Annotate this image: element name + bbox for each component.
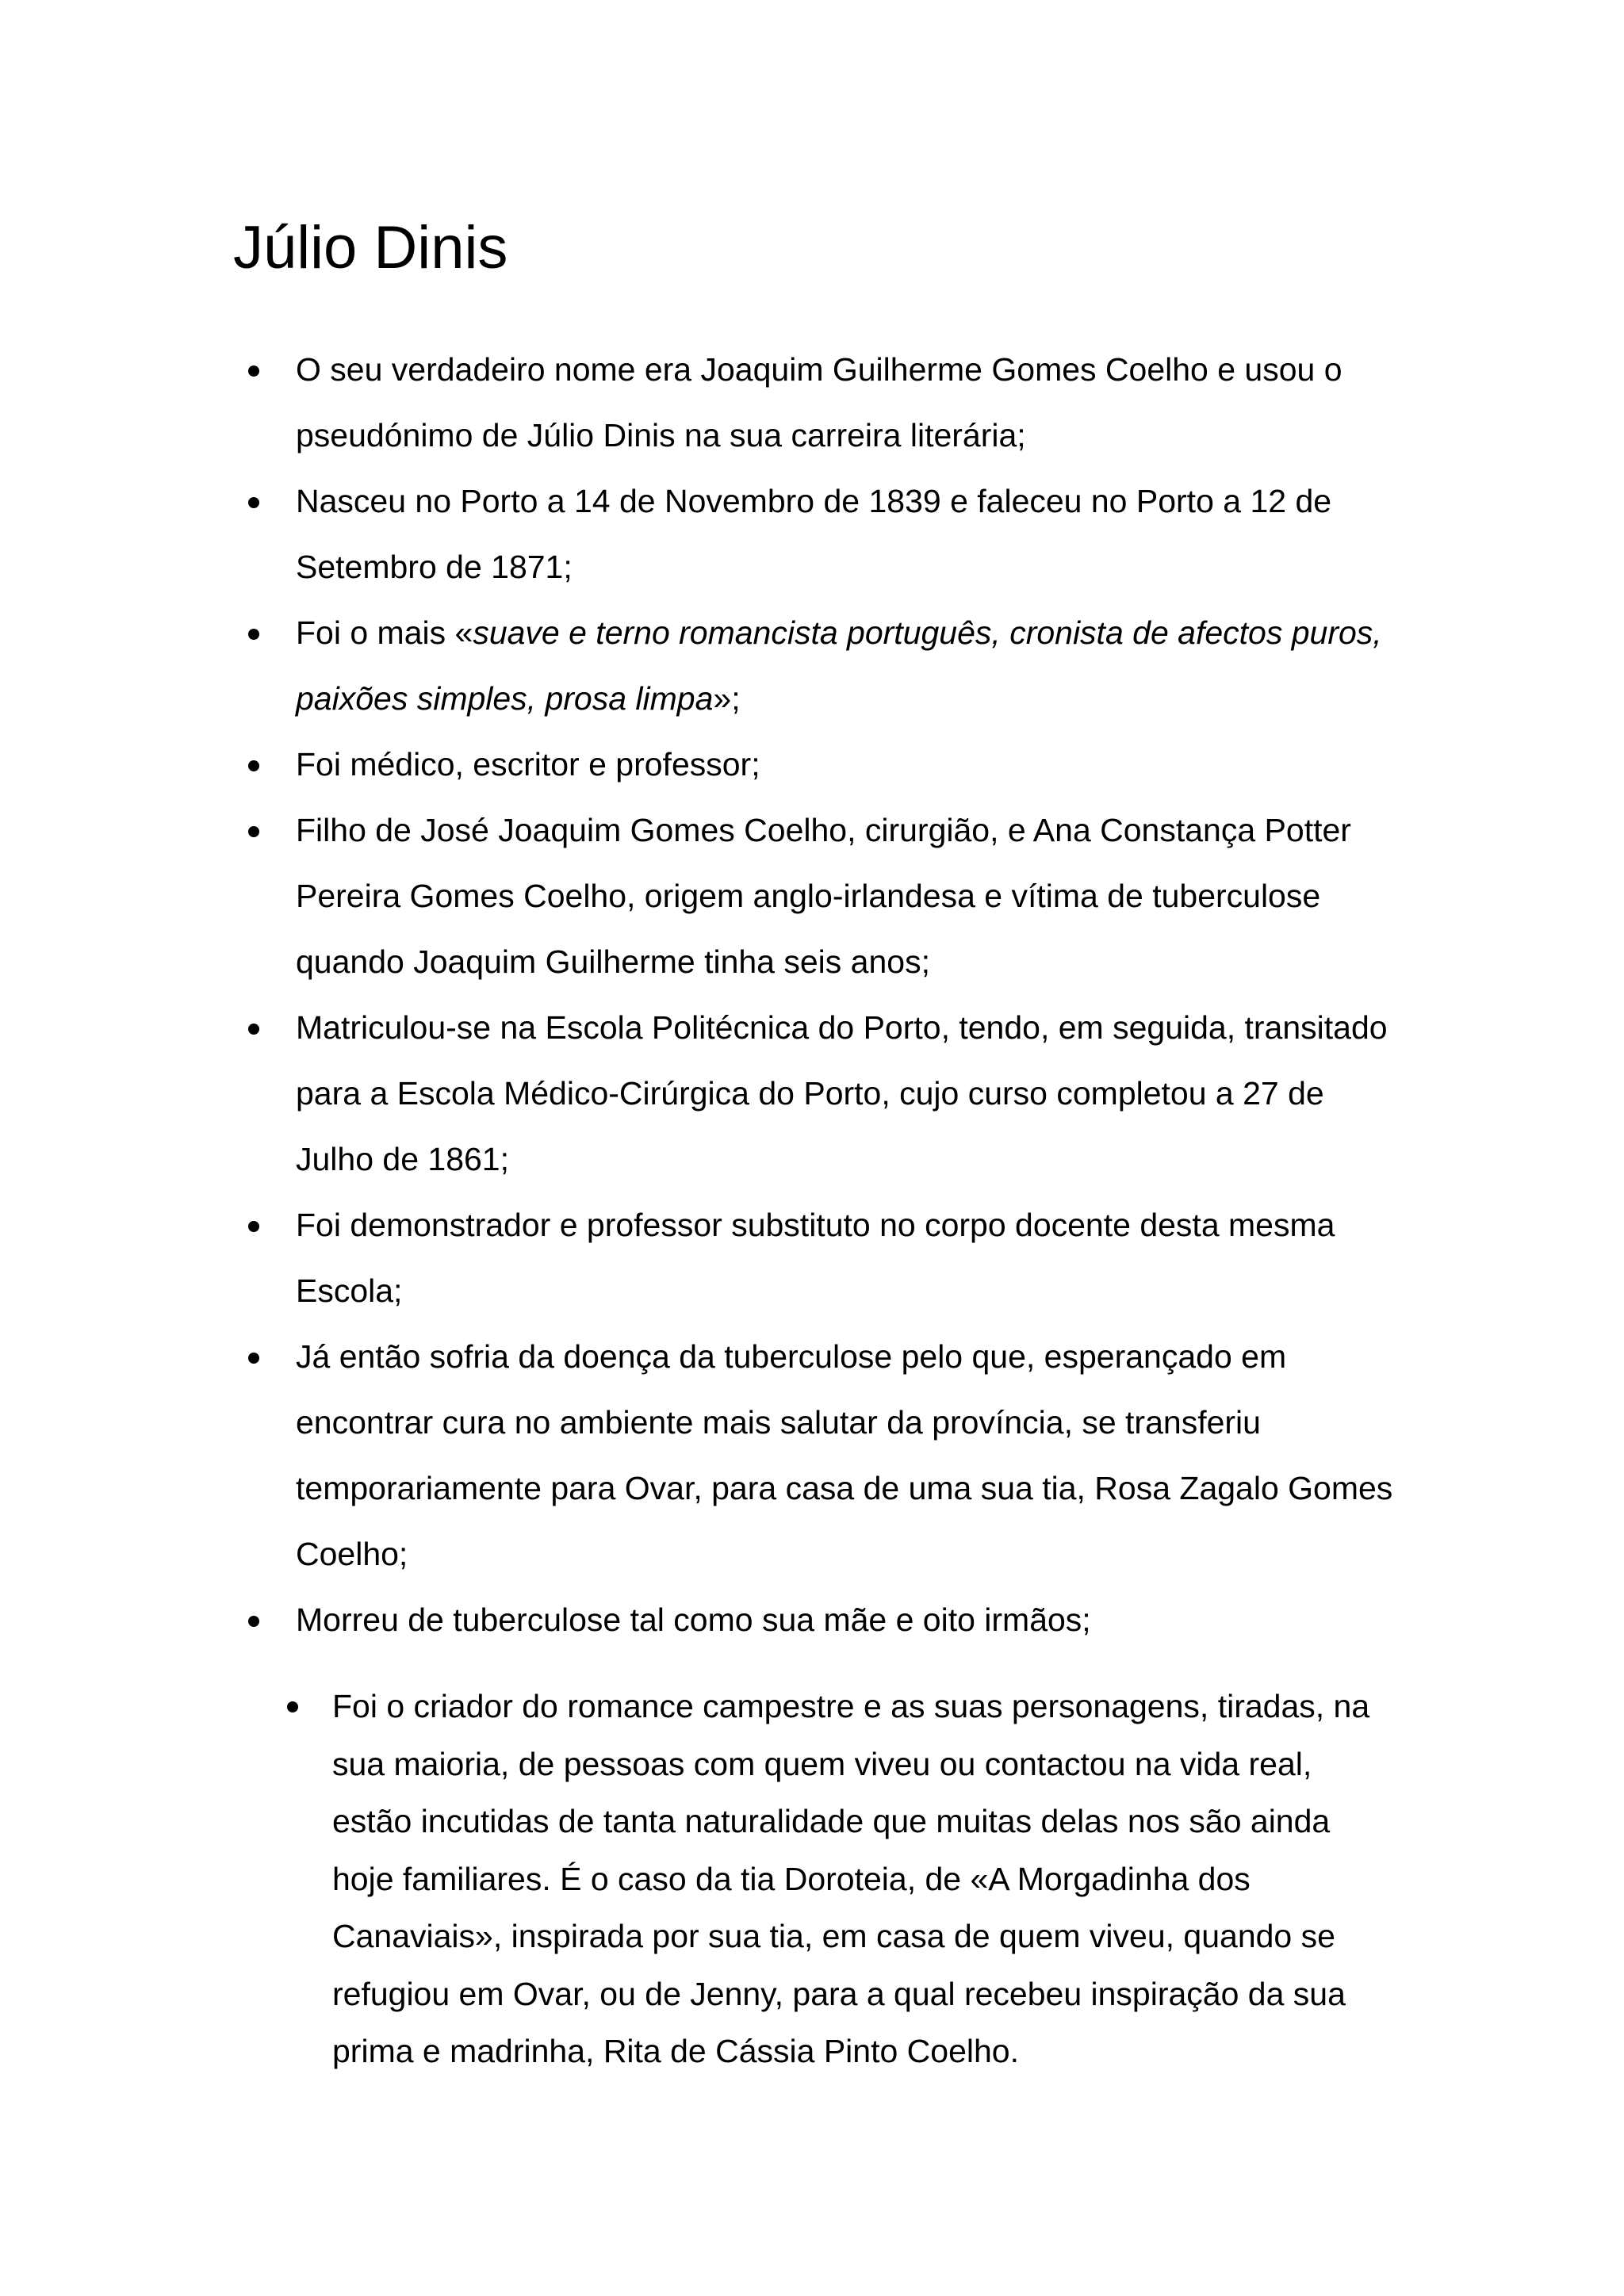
bullet-icon — [248, 497, 259, 508]
list-item-text: Matriculou-se na Escola Politécnica do Porto, tendo, em seguida, transitado para a Escola Médico-Cirúrgica do Porto, cujo curso completou a 27 de Julho de 1861; — [296, 1009, 1388, 1177]
bullet-icon — [248, 1024, 259, 1035]
sub-list-item-text: Foi o criador do romance campestre e as suas personagens, tiradas, na sua maioria, de pessoas com quem viveu ou contactou na vida real, estão incutidas de tanta naturalidade que muitas delas nos são ainda hoje familiares. É o caso da tia Doroteia, de «A Morgadinha dos Canaviais», inspirada por sua tia, em casa de quem viveu, quando se refugiou em Ovar, ou de Jenny, para a qual recebeu inspiração da sua prima e madrinha, Rita de Cássia Pinto Coelho. — [332, 1688, 1370, 2069]
quote-prefix: Foi o mais « — [296, 614, 473, 651]
document-title: Júlio Dinis — [233, 214, 508, 281]
list-item-text: Nasceu no Porto a 14 de Novembro de 1839 e faleceu no Porto a 12 de Setembro de 1871; — [296, 483, 1332, 585]
bullet-icon — [248, 365, 259, 377]
bullet-icon — [248, 1221, 259, 1232]
quote-suffix: »; — [713, 680, 741, 717]
list-item-text: O seu verdadeiro nome era Joaquim Guilherme Gomes Coelho e usou o pseudónimo de Júlio Dinis na sua carreira literária; — [296, 351, 1342, 453]
quoted-description: suave e terno romancista português, cronista de afectos puros, paixões simples, prosa limpa — [296, 614, 1382, 717]
list-item-text: Filho de José Joaquim Gomes Coelho, cirurgião, e Ana Constança Potter Pereira Gomes Coelho, origem anglo-irlandesa e vítima de tuberculose quando Joaquim Guilherme tinha seis anos; — [296, 812, 1351, 980]
bullet-icon — [248, 629, 259, 640]
list-item-text: Foi demonstrador e professor substituto no corpo docente desta mesma Escola; — [296, 1207, 1335, 1309]
bullet-icon — [248, 1353, 259, 1364]
list-item-text: Já então sofria da doença da tuberculose pelo que, esperançado em encontrar cura no ambiente mais salutar da província, se transferiu temporariamente para Ovar, para casa de uma sua tia, Rosa Zagalo Gomes Coelho; — [296, 1338, 1393, 1572]
list-item-text: Foi médico, escritor e professor; — [296, 746, 760, 783]
bullet-icon — [248, 760, 259, 771]
list-item-text — [296, 600, 1406, 732]
bullet-icon — [248, 1616, 259, 1627]
bullet-icon — [287, 1701, 298, 1712]
list-item-text: Morreu de tuberculose tal como sua mãe e oito irmãos; — [296, 1601, 1091, 1638]
bullet-icon — [248, 826, 259, 837]
